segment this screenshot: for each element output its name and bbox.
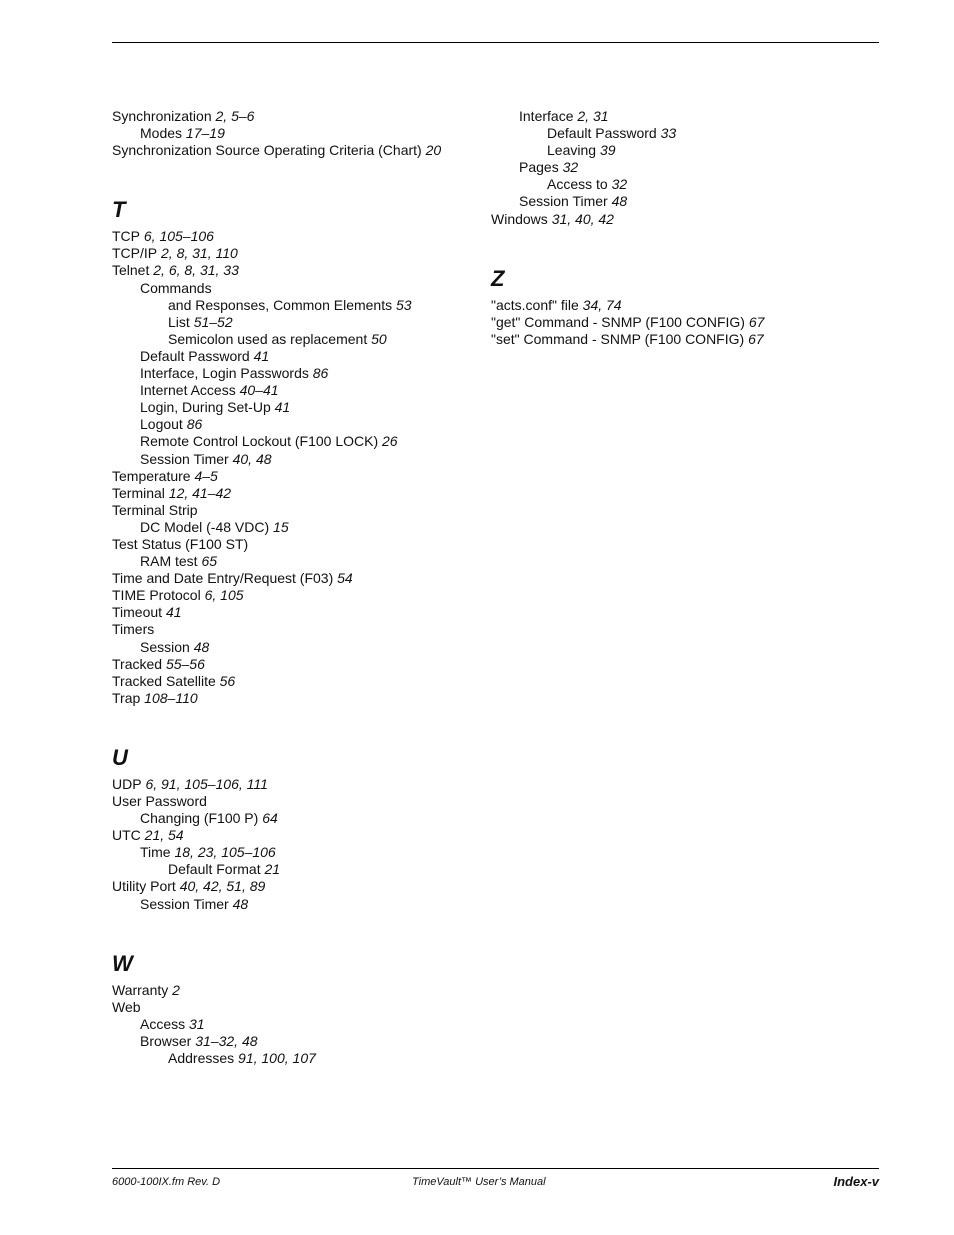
index-entry xyxy=(112,878,482,895)
index-entry xyxy=(112,896,482,913)
index-entry-term: Session Timer xyxy=(140,895,229,912)
index-entry-term: TCP/IP xyxy=(112,245,158,262)
index-entry xyxy=(491,193,881,210)
index-section-letter: T xyxy=(112,197,126,223)
index-entry-pages[interactable]: 18, 23, 105–106 xyxy=(174,844,276,861)
index-entry-term: Temperature xyxy=(112,467,191,484)
index-entry xyxy=(112,1016,482,1033)
index-entry xyxy=(112,604,482,621)
index-entry xyxy=(112,776,482,793)
index-entry xyxy=(112,485,482,502)
index-entry xyxy=(112,125,482,142)
index-entry-pages[interactable]: 51–52 xyxy=(193,313,233,330)
index-entry-term: TIME Protocol xyxy=(112,587,201,604)
index-entry-pages[interactable]: 15 xyxy=(273,518,289,535)
index-entry-term: Timeout xyxy=(112,604,163,621)
index-section-letter: U xyxy=(112,744,128,770)
index-entry xyxy=(112,314,482,331)
index-entry-pages[interactable]: 21, 54 xyxy=(144,827,184,844)
index-entry-term: Tracked xyxy=(112,655,163,672)
index-entry xyxy=(491,331,881,348)
index-entry xyxy=(112,108,482,125)
index-entry-pages[interactable]: 31–32, 48 xyxy=(195,1032,258,1049)
index-entry-term: User Password xyxy=(112,793,207,809)
index-entry xyxy=(112,827,482,844)
index-entry-pages[interactable]: 67 xyxy=(748,330,764,347)
index-entry-term: Modes xyxy=(140,125,183,142)
index-entry xyxy=(112,982,482,999)
index-entry xyxy=(112,1050,482,1067)
index-entry-pages[interactable]: 48 xyxy=(232,895,249,912)
index-entry-term: Utility Port xyxy=(112,878,176,895)
index-entry-term: Time xyxy=(140,844,171,861)
index-entry-pages[interactable]: 41 xyxy=(165,604,182,621)
index-entry-term: Interface xyxy=(519,108,574,124)
index-entry-pages[interactable]: 6, 105–106 xyxy=(143,228,214,245)
index-entry-term: Access xyxy=(140,1015,186,1032)
index-entry-pages[interactable]: 48 xyxy=(611,193,628,210)
index-entry-term: Terminal Strip xyxy=(112,501,198,518)
index-entry-term: DC Model (-48 VDC) xyxy=(140,518,270,535)
index-entry-term: Timers xyxy=(112,621,155,638)
index-entry xyxy=(491,176,881,193)
index-entry xyxy=(112,297,482,314)
index-entry-pages[interactable]: 2, 31 xyxy=(577,108,609,124)
index-entry xyxy=(112,502,482,519)
index-entry-pages[interactable]: 108–110 xyxy=(144,689,198,706)
index-entry-pages[interactable]: 32 xyxy=(611,176,628,193)
index-entry-pages[interactable]: 40–41 xyxy=(239,382,279,399)
index-entry-term: Changing (F100 P) xyxy=(140,810,259,827)
footer-manual-title: TimeVault™ User’s Manual xyxy=(412,1176,546,1188)
index-entry-pages[interactable]: 4–5 xyxy=(194,467,218,484)
index-entry xyxy=(112,365,482,382)
index-entry-pages[interactable]: 17–19 xyxy=(185,125,225,142)
index-entry-pages[interactable]: 55–56 xyxy=(165,655,205,672)
index-entry xyxy=(112,810,482,827)
index-entry-pages[interactable]: 86 xyxy=(312,365,329,382)
index-entry-term: UTC xyxy=(112,827,141,844)
index-entry xyxy=(112,793,482,810)
index-entry xyxy=(112,690,482,707)
index-entry-term: Internet Access xyxy=(140,382,236,399)
index-column-left xyxy=(112,108,482,1067)
index-entry-pages[interactable]: 26 xyxy=(382,433,398,450)
index-entry xyxy=(491,125,881,142)
index-entry xyxy=(112,262,482,279)
index-entry-term: Time and Date Entry/Request (F03) xyxy=(112,570,334,587)
index-entry xyxy=(112,999,482,1016)
index-entry-term: Addresses xyxy=(168,1050,235,1067)
index-entry-term: Pages xyxy=(519,159,559,176)
index-entry-term: Leaving xyxy=(547,142,597,159)
index-entry-term: Login, During Set-Up xyxy=(140,399,271,416)
index-entry-pages[interactable]: 20 xyxy=(425,142,442,159)
index-entry xyxy=(112,331,482,348)
index-entry-term: List xyxy=(168,313,190,330)
index-section-letter: Z xyxy=(491,265,505,291)
index-entry-term: Semicolon used as replacement xyxy=(168,330,368,347)
index-entry-term: Tracked Satellite xyxy=(112,672,216,689)
index-entry-pages[interactable]: 64 xyxy=(262,810,278,827)
index-entry xyxy=(112,433,482,450)
index-entry xyxy=(112,844,482,861)
index-entry-term: Terminal xyxy=(112,484,165,501)
index-entry xyxy=(491,142,881,159)
index-entry-term: Synchronization xyxy=(112,108,212,124)
index-entry-pages[interactable]: 12, 41–42 xyxy=(168,484,232,501)
index-entry-term: RAM test xyxy=(140,553,198,570)
index-entry-pages[interactable]: 2 xyxy=(172,981,180,998)
index-entry-pages[interactable]: 21 xyxy=(264,861,281,878)
index-entry-pages[interactable]: 53 xyxy=(396,296,412,313)
index-entry xyxy=(491,314,881,331)
index-entry xyxy=(112,416,482,433)
index-entry-pages[interactable]: 56 xyxy=(219,672,236,689)
index-entry-term: Windows xyxy=(491,210,548,227)
index-entry xyxy=(112,468,482,485)
index-entry-term: Interface, Login Passwords xyxy=(140,365,309,382)
index-entry xyxy=(112,1033,482,1050)
index-entry-pages[interactable]: 39 xyxy=(599,142,616,159)
index-entry-term: "get" Command - SNMP (F100 CONFIG) xyxy=(491,313,745,330)
index-entry xyxy=(112,553,482,570)
index-entry xyxy=(112,587,482,604)
index-entry xyxy=(112,861,482,878)
index-entry-pages[interactable]: 2, 6, 8, 31, 33 xyxy=(153,262,239,279)
index-entry-pages[interactable]: 41 xyxy=(274,399,291,416)
index-entry-term: Telnet xyxy=(112,262,150,279)
index-entry-pages[interactable]: 50 xyxy=(371,330,387,347)
index-entry xyxy=(491,297,881,314)
index-entry-term: Remote Control Lockout (F100 LOCK) xyxy=(140,433,379,450)
index-entry xyxy=(491,108,881,125)
index-entry xyxy=(112,656,482,673)
index-entry xyxy=(112,451,482,468)
index-entry-pages[interactable]: 31, 40, 42 xyxy=(551,210,614,227)
index-entry-term: Synchronization Source Operating Criteria (Chart) xyxy=(112,142,422,159)
index-entry-term: Default Password xyxy=(547,125,657,142)
index-entry-term: Warranty xyxy=(112,981,169,998)
index-entry-term: Default Password xyxy=(140,347,250,364)
index-entry xyxy=(112,570,482,587)
index-entry-term: Access to xyxy=(547,176,608,193)
index-entry-pages[interactable]: 33 xyxy=(660,125,677,142)
index-entry-pages[interactable]: 54 xyxy=(337,570,353,587)
index-column-right xyxy=(491,108,881,348)
index-entry xyxy=(112,228,482,245)
footer-rule xyxy=(112,1168,879,1169)
index-entry-term: Session Timer xyxy=(519,193,608,210)
index-entry-term: Commands xyxy=(140,279,212,296)
index-entry xyxy=(112,348,482,365)
index-entry-term: "acts.conf" file xyxy=(491,296,579,313)
header-rule xyxy=(112,42,879,43)
index-entry-term: Default Format xyxy=(168,861,261,878)
index-entry-term: Test Status (F100 ST) xyxy=(112,535,249,552)
index-entry-term: UDP xyxy=(112,775,142,792)
index-section-letter: W xyxy=(112,950,133,976)
index-entry-pages[interactable]: 6, 91, 105–106, 111 xyxy=(145,775,268,792)
index-entry-pages[interactable]: 67 xyxy=(748,313,765,330)
index-entry-pages[interactable]: 32 xyxy=(562,159,579,176)
index-entry-term: Web xyxy=(112,998,141,1015)
index-entry xyxy=(112,245,482,262)
index-entry xyxy=(112,673,482,690)
index-entry-term: Browser xyxy=(140,1032,192,1049)
index-entry-pages[interactable]: 31 xyxy=(189,1015,205,1032)
index-entry-pages[interactable]: 2, 8, 31, 110 xyxy=(161,245,238,262)
index-entry-pages[interactable]: 48 xyxy=(193,638,210,655)
index-entry-pages[interactable]: 40, 42, 51, 89 xyxy=(179,878,266,895)
index-entry-term: Logout xyxy=(140,416,183,433)
index-entry-term: Trap xyxy=(112,689,141,706)
index-entry xyxy=(112,399,482,416)
index-entry-term: Session xyxy=(140,638,190,655)
footer-filename: 6000-100IX.fm Rev. D xyxy=(112,1176,221,1188)
index-entry-term: "set" Command - SNMP (F100 CONFIG) xyxy=(491,330,745,347)
index-entry-pages[interactable]: 2, 5–6 xyxy=(215,108,255,124)
index-entry-pages[interactable]: 40, 48 xyxy=(232,450,272,467)
index-entry xyxy=(491,159,881,176)
index-entry xyxy=(112,621,482,638)
index-entry-pages[interactable]: 6, 105 xyxy=(204,587,244,604)
index-entry-pages[interactable]: 34, 74 xyxy=(582,296,622,313)
index-entry xyxy=(112,536,482,553)
index-entry-pages[interactable]: 41 xyxy=(253,347,270,364)
index-entry xyxy=(491,211,881,228)
index-entry-pages[interactable]: 86 xyxy=(186,416,203,433)
index-entry xyxy=(112,382,482,399)
index-entry xyxy=(112,280,482,297)
index-entry-term: and Responses, Common Elements xyxy=(168,296,393,313)
index-entry-term: TCP xyxy=(112,228,140,245)
index-entry-pages[interactable]: 65 xyxy=(201,553,218,570)
index-entry-pages[interactable]: 91, 100, 107 xyxy=(238,1050,316,1067)
index-entry-term: Session Timer xyxy=(140,450,229,467)
index-entry xyxy=(112,639,482,656)
footer-page-number: Index-v xyxy=(833,1174,879,1189)
index-entry xyxy=(112,142,482,159)
index-entry xyxy=(112,519,482,536)
